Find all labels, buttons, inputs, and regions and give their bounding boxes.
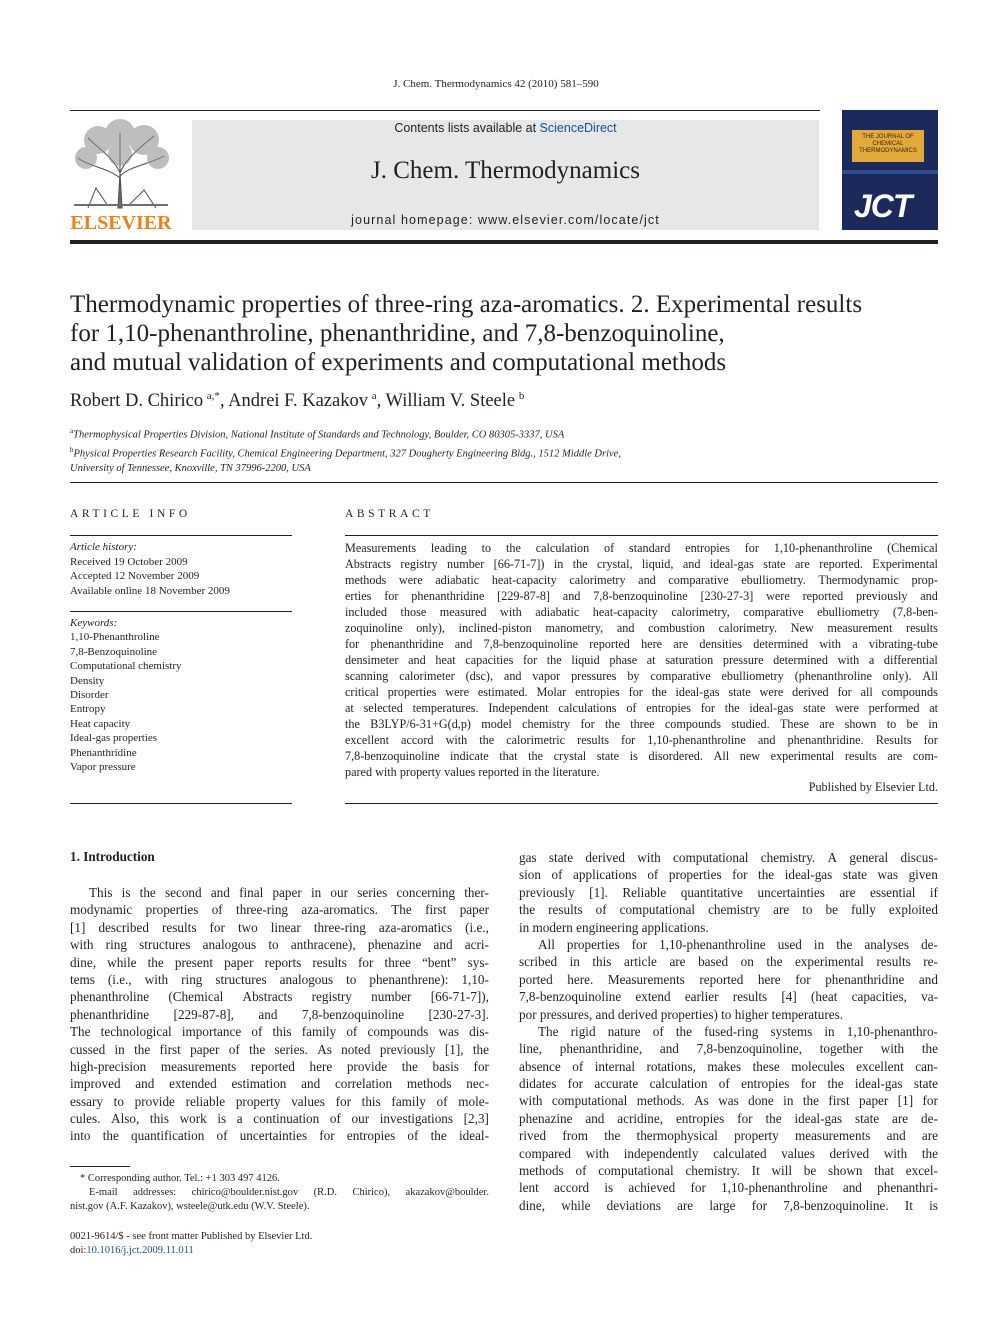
sciencedirect-link[interactable]: ScienceDirect xyxy=(539,121,617,135)
keyword: Vapor pressure xyxy=(70,761,136,774)
text-line: [1] described results for two linear three-ring aza-aromatics (i.e., xyxy=(70,919,489,935)
text-line: Abstracts registry number [66-71-7]) in the crystal, liquid, and ideal-gas state are reported. Experimental xyxy=(345,557,938,571)
author-marks[interactable]: a xyxy=(371,390,377,402)
page-footer xyxy=(70,1230,312,1258)
affiliation-text: Thermophysical Properties Division, National Institute of Standards and Technology, Boulder, CO 80305-3337, USA xyxy=(73,429,565,441)
text-line: All properties for 1,10-phenanthroline used in the analyses de- xyxy=(538,936,938,952)
text-line: high-precision measurements reported here provide the basis for xyxy=(70,1058,489,1074)
text-line: phenanthridine [229-87-8], and 7,8-benzoquinoline [230-27-3]. xyxy=(70,1006,489,1022)
text-line: absence of internal rotations, makes these molecules excellent can- xyxy=(519,1058,938,1074)
author-name: William V. Steele xyxy=(385,391,516,411)
elsevier-tree-icon xyxy=(68,118,174,212)
affiliation-text: Physical Properties Research Facility, Chemical Engineering Department, 327 Dougherty Engineering Bldg., 1512 Middle Drive, xyxy=(73,448,621,460)
text-line: por pressures, and derived properties) to higher temperatures. xyxy=(519,1006,844,1022)
keyword: Entropy xyxy=(70,703,106,716)
affiliation xyxy=(70,443,621,462)
text-line: dine, while deviations are large for 7,8-benzoquinoline. It is xyxy=(519,1197,938,1213)
title-line: for 1,10-phenanthroline, phenanthridine, and 7,8-benzoquinoline, xyxy=(70,320,725,347)
text-line: 7,8-benzoquinoline extend earlier results [4] (heat capacities, va- xyxy=(519,989,938,1005)
header-rule xyxy=(70,110,820,111)
journal-cover xyxy=(842,110,938,230)
article-history xyxy=(70,540,230,598)
keyword: Ideal-gas properties xyxy=(70,732,158,745)
cover-stripe xyxy=(842,170,938,174)
text-line: sion of applications of properties for the ideal-gas state was given xyxy=(519,867,938,883)
text-line: Measurements leading to the calculation of standard entropies for 1,10-phenanthroline (Chemical xyxy=(345,541,938,555)
abstract-rule xyxy=(345,535,938,536)
abstract-body xyxy=(345,540,938,780)
keyword: Disorder xyxy=(70,689,109,702)
article-info-rule xyxy=(70,535,292,536)
abstract-rule xyxy=(345,803,938,804)
published-by: Published by Elsevier Ltd. xyxy=(808,780,938,794)
affiliation-mark: b xyxy=(70,446,74,454)
text-line: phenazine and acridine, entropies for the ideal-gas state are de- xyxy=(519,1110,938,1126)
text-line: phenanthroline (Chemical Abstracts registry number [66-71-7]), xyxy=(70,989,489,1005)
affiliation xyxy=(70,424,621,443)
text-line: included those measured with adiabatic heat-capacity calorimetry, comparative ebulliometry (7,8-ben- xyxy=(345,605,938,619)
journal-citation: J. Chem. Thermodynamics 42 (2010) 581–590 xyxy=(393,78,599,90)
affiliation-mark: a xyxy=(70,427,74,435)
text-line: line, phenanthridine, and 7,8-benzoquinoline, together with the xyxy=(519,1041,938,1057)
journal-homepage-link[interactable]: journal homepage: www.elsevier.com/locate/jct xyxy=(351,213,660,227)
text-line: zoquinoline only), inclined-piston manometry, and combustion calorimetry. New measurement results xyxy=(345,621,938,635)
text-line: dine, while the present paper reports results for three “bent” sys- xyxy=(70,954,489,970)
doi-line xyxy=(70,1244,312,1258)
text-line: the results of computational chemistry are to be fully exploited xyxy=(519,902,938,918)
author-name: Robert D. Chirico xyxy=(70,391,204,411)
keyword: 7,8-Benzoquinoline xyxy=(70,645,158,658)
text-line: E-mail addresses: chirico@boulder.nist.gov (R.D. Chirico), akazakov@boulder. xyxy=(89,1187,489,1198)
affiliation-text: University of Tennessee, Knoxville, TN 37996-2200, USA xyxy=(70,463,311,474)
keywords xyxy=(70,616,182,774)
text-line: previously [1]. Reliable quantitative uncertainties are essential if xyxy=(519,884,938,900)
text-line: into the quantification of uncertainties for entropies of the ideal- xyxy=(70,1128,489,1144)
text-line: for phenanthridine and 7,8-benzoquinoline reported here are densities determined with a vibrating-tube xyxy=(345,637,938,651)
keyword: Phenanthridine xyxy=(70,746,137,759)
text-line: rived from the thermophysical property measurements and are xyxy=(519,1128,938,1144)
text-line: modynamic properties of three-ring aza-aromatics. The first paper xyxy=(70,902,489,918)
text-line: lent accord is achieved for 1,10-phenanthroline and phenanthri- xyxy=(519,1180,938,1196)
text-line: excellent accord with the calorimetric results for 1,10-phenanthroline and phenanthridine. Results for xyxy=(345,733,938,747)
doi-link[interactable]: 10.1016/j.jct.2009.11.011 xyxy=(86,1245,194,1256)
history-label: Article history: xyxy=(70,541,137,553)
text-line: tems (i.e., with ring structures analogous to phenanthrene): 1,10- xyxy=(70,971,489,987)
text-line: with ring structures analogous to anthracene), phenazine and acri- xyxy=(70,937,489,953)
text-line: 7,8-benzoquinoline indicate that the crystal state is disordered. All new experimental results are com- xyxy=(345,749,938,763)
text-line: nist.gov (A.F. Kazakov), wsteele@utk.edu (W.V. Steele). xyxy=(70,1201,310,1212)
affiliation xyxy=(70,462,621,477)
text-line: This is the second and final paper in our series concerning ther- xyxy=(89,885,489,900)
body-column-left xyxy=(70,884,489,1145)
author-separator: , xyxy=(376,391,386,411)
article-info-rule xyxy=(70,611,292,612)
footnote-rule xyxy=(70,1166,130,1167)
text-line: methods of computational chemistry. It will be shown that excel- xyxy=(519,1163,938,1179)
author-name: Andrei F. Kazakov xyxy=(228,391,368,411)
text-line: the B3LYP/6-31+G(d,p) model chemistry for the three compounds studied. These are shown to be in xyxy=(345,717,938,731)
title-line: and mutual validation of experiments and computational methods xyxy=(70,349,727,376)
text-line: essary to provide reliable property values for this family of mole- xyxy=(70,1093,489,1109)
contents-prefix: Contents lists available at xyxy=(394,121,540,135)
text-line: erties for phenanthridine [229-87-8] and 7,8-benzoquinoline [230-27-3] were reported previously and xyxy=(345,589,938,603)
keyword: Heat capacity xyxy=(70,717,131,730)
text-line: scribed in this article are based on the experimental results re- xyxy=(519,954,938,970)
text-line: compared with independently calculated values derived with the xyxy=(519,1145,938,1161)
text-line: methods were adiabatic heat-capacity calorimetry and comparative ebulliometry. Thermodynamic prop- xyxy=(345,573,938,587)
header-thick-rule xyxy=(70,240,938,244)
keywords-label: Keywords: xyxy=(70,617,118,629)
keyword: Density xyxy=(70,674,105,687)
text-line: The rigid nature of the fused-ring systems in 1,10-phenanthro- xyxy=(538,1023,938,1039)
keyword: 1,10-Phenanthroline xyxy=(70,631,160,644)
corresponding-author: * Corresponding author. Tel.: +1 303 497 4126. xyxy=(80,1173,280,1184)
text-line: pared with property values reported in the literature. xyxy=(345,765,600,779)
contents-line xyxy=(192,121,819,135)
elsevier-wordmark: ELSEVIER xyxy=(70,212,172,234)
journal-name: J. Chem. Thermodynamics xyxy=(371,157,640,184)
email-lines xyxy=(70,1186,489,1214)
article-info-heading: ARTICLE INFO xyxy=(70,508,191,520)
history-item: Received 19 October 2009 xyxy=(70,555,188,568)
text-line: The technological importance of this family of compounds was dis- xyxy=(70,1024,489,1040)
issn-line: 0021-9614/$ - see front matter Published by Elsevier Ltd. xyxy=(70,1231,313,1242)
article-title xyxy=(70,290,940,377)
text-line: didates for accurate calculation of entropies for the ideal-gas state xyxy=(519,1076,938,1092)
cover-logo: JCT xyxy=(854,188,912,224)
journal-banner xyxy=(192,120,819,230)
text-line: ported here. Measurements reported here for phenanthridine and xyxy=(519,971,938,987)
elsevier-logo xyxy=(68,118,174,234)
text-line: improved and extended estimation and correlation methods nec- xyxy=(70,1076,489,1092)
text-line: gas state derived with computational chemistry. A general discus- xyxy=(519,850,938,865)
author-marks[interactable]: b xyxy=(518,390,525,402)
text-line: cussed in the first paper of the series. As noted previously [1], the xyxy=(70,1041,489,1057)
text-line: cules. Also, this work is a continuation of our investigations [2,3] xyxy=(70,1111,489,1127)
text-line: at selected temperatures. Independent calculations of entropies for the ideal-gas state were performed at xyxy=(345,701,938,715)
text-line: densimeter and heat capacities for the liquid phase at saturation pressure determined with a differential xyxy=(345,653,938,667)
article-info-rule xyxy=(70,803,292,804)
text-line: in modern engineering applications. xyxy=(519,919,709,935)
author-marks[interactable]: a,* xyxy=(206,390,220,402)
keyword: Computational chemistry xyxy=(70,660,182,673)
doi-prefix: doi: xyxy=(70,1245,87,1256)
section-rule xyxy=(70,482,938,483)
abstract-heading: ABSTRACT xyxy=(345,508,434,520)
affiliations xyxy=(70,424,621,477)
footnote xyxy=(70,1172,489,1214)
text-line: scanning calorimeter (dsc), and vapor pressures by comparative ebulliometry (phenanthroline only). All xyxy=(345,669,938,683)
history-item: Accepted 12 November 2009 xyxy=(70,570,200,582)
text-line: critical properties were estimated. Molar entropies for the ideal-gas state were derived for all compounds xyxy=(345,685,938,699)
history-item: Available online 18 November 2009 xyxy=(70,584,230,597)
author-list xyxy=(70,390,524,412)
author-separator: , xyxy=(219,391,229,411)
body-column-right xyxy=(519,849,938,1214)
section-heading: 1. Introduction xyxy=(70,849,155,864)
text-line: with computational methods. As was done in the first paper [1] for xyxy=(519,1093,938,1109)
title-line: Thermodynamic properties of three-ring aza-aromatics. 2. Experimental results xyxy=(70,291,863,318)
cover-title: THE JOURNAL OF CHEMICAL THERMODYNAMICS xyxy=(859,134,917,154)
